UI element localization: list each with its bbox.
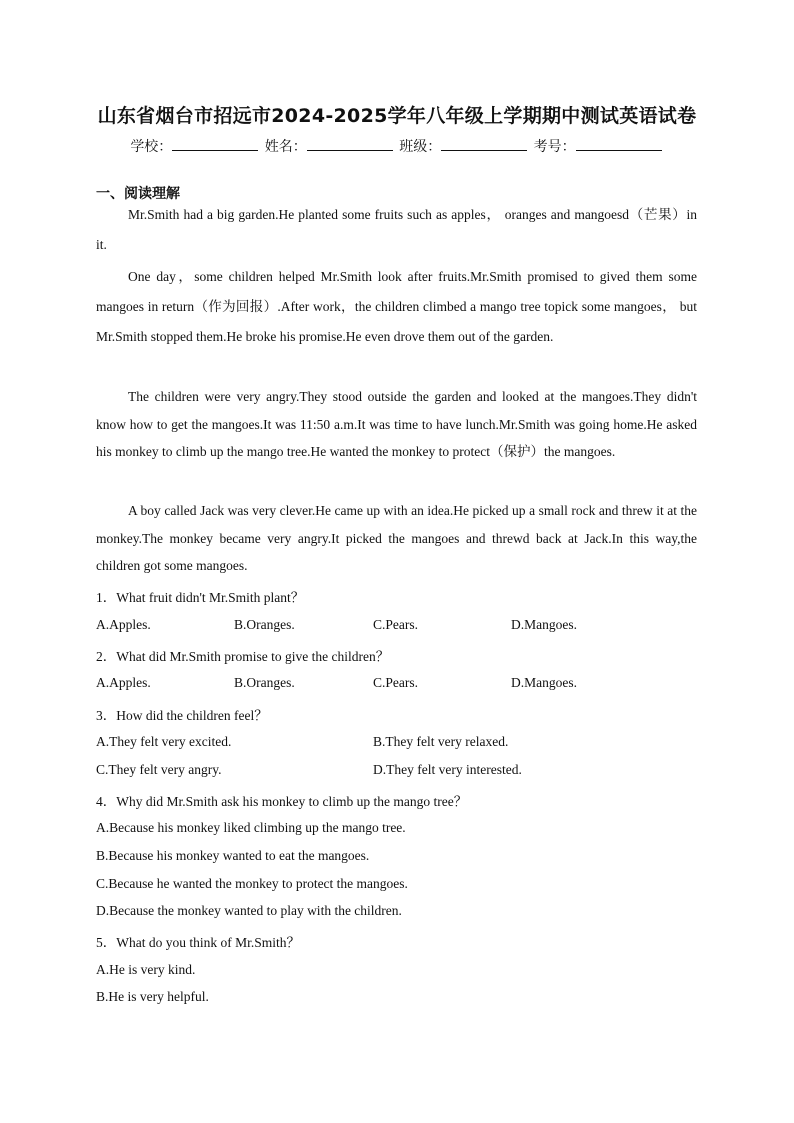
name-label: 姓名：	[264, 139, 307, 155]
q2-option-c[interactable]: C.Pears.	[373, 675, 418, 690]
q4-option-d[interactable]: D.Because the monkey wanted to play with the children.	[96, 903, 402, 918]
q4-option-a[interactable]: A.Because his monkey liked climbing up the mango tree.	[96, 820, 406, 835]
q1-option-d[interactable]: D.Mangoes.	[511, 617, 577, 632]
passage-paragraph-3: The children were very angry.They stood outside the garden and looked at the mangoes.They didn't know how to get the mangoes.It was 11:50 a.m.It was time to have lunch.Mr.Smith was going home.He asked his monkey to climb up the mango tree.He wanted the monkey to protect（保护）the mangoes.	[96, 389, 697, 459]
q3-option-a[interactable]: A.They felt very excited.	[96, 734, 232, 749]
exam-number-blank[interactable]	[576, 137, 662, 151]
class-label: 班级：	[399, 139, 442, 155]
passage-paragraph-1: Mr.Smith had a big garden.He planted some fruits such as apples， oranges and mangoesd（芒果）in it.	[96, 207, 697, 252]
q1-option-c[interactable]: C.Pears.	[373, 617, 418, 632]
q1-option-a[interactable]: A.Apples.	[96, 617, 151, 632]
q5-option-a[interactable]: A.He is very kind.	[96, 962, 196, 977]
passage-paragraph-4: A boy called Jack was very clever.He came up with an idea.He picked up a small rock and threw it at the monkey.The monkey became very angry.It picked the mangoes and threwd back at Jack.In this way,the children got some mangoes.	[96, 503, 697, 573]
q2-option-b[interactable]: B.Oranges.	[234, 675, 295, 690]
class-blank[interactable]	[441, 137, 527, 151]
question-4: 4．Why did Mr.Smith ask his monkey to climb up the mango tree？	[96, 794, 468, 809]
q2-option-a[interactable]: A.Apples.	[96, 675, 151, 690]
name-blank[interactable]	[307, 137, 393, 151]
q1-option-b[interactable]: B.Oranges.	[234, 617, 295, 632]
q3-option-b[interactable]: B.They felt very relaxed.	[373, 734, 509, 749]
document-title: 山东省烟台市招远市2024-2025学年八年级上学期期中测试英语试卷	[97, 105, 697, 127]
school-label: 学校：	[130, 139, 173, 155]
section-title: 一、阅读理解	[96, 186, 180, 202]
school-blank[interactable]	[172, 137, 258, 151]
passage-paragraph-2: One day，some children helped Mr.Smith look after fruits.Mr.Smith promised to gived them some mangoes in return（作为回报）.After work，the children climbed a mango tree topick some mangoes， but Mr.Smith stopped them.He broke his promise.He even drove them out of the garden.	[96, 269, 697, 344]
question-3: 3．How did the children feel？	[96, 708, 268, 723]
question-1: 1．What fruit didn't Mr.Smith plant？	[96, 590, 305, 605]
student-info-row	[0, 136, 794, 156]
q4-option-c[interactable]: C.Because he wanted the monkey to protect the mangoes.	[96, 876, 408, 891]
q5-option-b[interactable]: B.He is very helpful.	[96, 989, 209, 1004]
q3-option-d[interactable]: D.They felt very interested.	[373, 762, 522, 777]
q3-option-c[interactable]: C.They felt very angry.	[96, 762, 222, 777]
q4-option-b[interactable]: B.Because his monkey wanted to eat the mangoes.	[96, 848, 370, 863]
exam-number-label: 考号：	[533, 139, 576, 155]
question-5: 5．What do you think of Mr.Smith？	[96, 935, 300, 950]
q2-option-d[interactable]: D.Mangoes.	[511, 675, 577, 690]
question-2: 2．What did Mr.Smith promise to give the children？	[96, 649, 390, 664]
